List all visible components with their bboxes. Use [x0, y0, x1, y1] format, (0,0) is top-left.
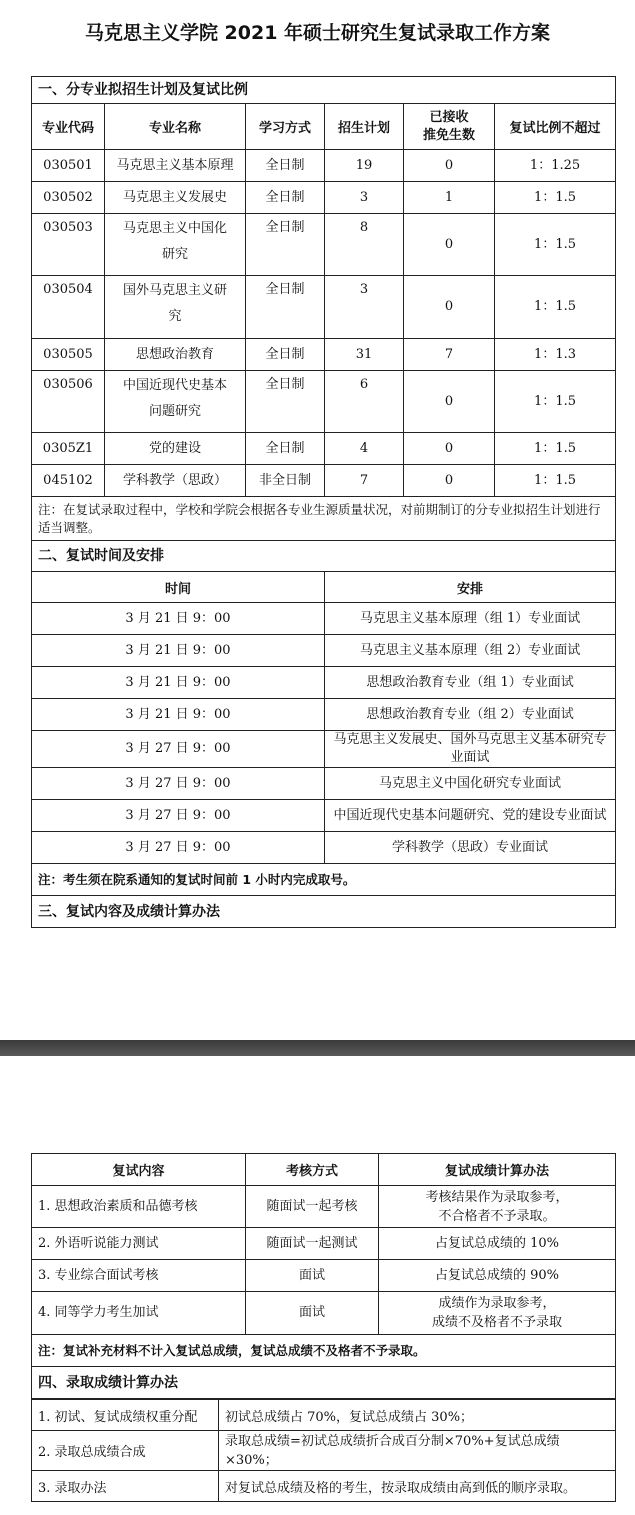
study-mode: 全日制 — [246, 150, 325, 182]
page-divider — [0, 1040, 635, 1056]
table-row — [32, 433, 616, 465]
section-3-note: 注：复试补充材料不计入复试总成绩，复试总成绩不及格者不予录取。 — [32, 1335, 616, 1367]
exempt-count: 0 — [404, 371, 495, 433]
major-code: 030503 — [32, 214, 105, 276]
table-row — [32, 214, 616, 276]
section-2-heading: 二、复试时间及安排 — [32, 541, 616, 572]
schedule-row — [32, 731, 616, 768]
schedule-arrangement: 马克思主义中国化研究专业面试 — [325, 768, 616, 800]
exempt-count: 7 — [404, 339, 495, 371]
major-code: 045102 — [32, 465, 105, 497]
score-method: 占复试总成绩的 90% — [379, 1260, 616, 1292]
section-1-note: 注：在复试录取过程中，学校和学院会根据各专业生源质量状况，对前期制订的分专业拟招生计划进行适当调整。 — [32, 497, 616, 541]
major-name: 马克思主义中国化 研究 — [105, 214, 246, 276]
header-method: 考核方式 — [246, 1154, 379, 1186]
section-4-heading: 四、录取成绩计算办法 — [32, 1367, 616, 1399]
enrollment-plan: 7 — [325, 465, 404, 497]
score-item: 3. 录取办法 — [32, 1471, 219, 1502]
enrollment-plan: 8 — [325, 214, 404, 276]
table-header-row — [32, 572, 616, 603]
ratio: 1：1.5 — [495, 465, 616, 497]
table-row — [32, 465, 616, 497]
assessment-method: 随面试一起测试 — [246, 1228, 379, 1260]
header-time: 时间 — [32, 572, 325, 603]
exempt-count: 0 — [404, 465, 495, 497]
enrollment-plan: 6 — [325, 371, 404, 433]
schedule-arrangement: 思想政治教育专业（组 2）专业面试 — [325, 699, 616, 731]
table-row — [32, 1292, 616, 1335]
major-name: 马克思主义基本原理 — [105, 150, 246, 182]
table-row — [32, 371, 616, 433]
schedule-time: 3 月 21 日 9：00 — [32, 699, 325, 731]
section-2-note: 注：考生须在院系通知的复试时间前 1 小时内完成取号。 — [32, 864, 616, 896]
assessment-content: 3. 专业综合面试考核 — [32, 1260, 246, 1292]
exempt-count: 0 — [404, 214, 495, 276]
enrollment-plan: 4 — [325, 433, 404, 465]
schedule-row — [32, 832, 616, 864]
assessment-content: 1. 思想政治素质和品德考核 — [32, 1186, 246, 1228]
study-mode: 全日制 — [246, 339, 325, 371]
score-method: 占复试总成绩的 10% — [379, 1228, 616, 1260]
header-major-name: 专业名称 — [105, 104, 246, 150]
major-code: 030501 — [32, 150, 105, 182]
exempt-count: 0 — [404, 433, 495, 465]
ratio: 1：1.5 — [495, 182, 616, 214]
score-rule: 对复试总成绩及格的考生，按录取成绩由高到低的顺序录取。 — [219, 1471, 616, 1502]
study-mode: 全日制 — [246, 371, 325, 433]
major-name: 中国近现代史基本 问题研究 — [105, 371, 246, 433]
assessment-table — [31, 1153, 616, 1399]
exempt-count: 0 — [404, 276, 495, 339]
schedule-arrangement: 中国近现代史基本问题研究、党的建设专业面试 — [325, 800, 616, 832]
enrollment-plan: 31 — [325, 339, 404, 371]
schedule-row — [32, 768, 616, 800]
header-exempt-count: 已接收 推免生数 — [404, 104, 495, 150]
page-title: 马克思主义学院 2021 年硕士研究生复试录取工作方案 — [84, 22, 551, 44]
section-1-heading: 一、分专业拟招生计划及复试比例 — [32, 77, 616, 104]
table-row — [32, 1228, 616, 1260]
major-code: 030504 — [32, 276, 105, 339]
major-code: 030502 — [32, 182, 105, 214]
assessment-content: 4. 同等学力考生加试 — [32, 1292, 246, 1335]
header-ratio: 复试比例不超过 — [495, 104, 616, 150]
table-header-row — [32, 104, 616, 150]
schedule-row — [32, 603, 616, 635]
assessment-method: 面试 — [246, 1260, 379, 1292]
assessment-content: 2. 外语听说能力测试 — [32, 1228, 246, 1260]
schedule-arrangement: 思想政治教育专业（组 1）专业面试 — [325, 667, 616, 699]
ratio: 1：1.5 — [495, 371, 616, 433]
schedule-time: 3 月 21 日 9：00 — [32, 667, 325, 699]
schedule-time: 3 月 27 日 9：00 — [32, 800, 325, 832]
section-3-heading: 三、复试内容及成绩计算办法 — [32, 896, 616, 928]
ratio: 1：1.25 — [495, 150, 616, 182]
schedule-time: 3 月 27 日 9：00 — [32, 731, 325, 768]
schedule-arrangement: 马克思主义基本原理（组 2）专业面试 — [325, 635, 616, 667]
ratio: 1：1.3 — [495, 339, 616, 371]
schedule-row — [32, 800, 616, 832]
schedule-row — [32, 699, 616, 731]
ratio: 1：1.5 — [495, 276, 616, 339]
schedule-arrangement: 马克思主义基本原理（组 1）专业面试 — [325, 603, 616, 635]
enrollment-plan: 3 — [325, 182, 404, 214]
schedule-row — [32, 667, 616, 699]
admission-plan-table — [31, 76, 616, 928]
study-mode: 全日制 — [246, 276, 325, 339]
header-content: 复试内容 — [32, 1154, 246, 1186]
major-code: 0305Z1 — [32, 433, 105, 465]
score-rule: 初试总成绩占 70%，复试总成绩占 30%； — [219, 1400, 616, 1431]
header-score-method: 复试成绩计算办法 — [379, 1154, 616, 1186]
header-major-code: 专业代码 — [32, 104, 105, 150]
table-row — [32, 1400, 616, 1431]
assessment-method: 随面试一起考核 — [246, 1186, 379, 1228]
table-row — [32, 1186, 616, 1228]
schedule-time: 3 月 21 日 9：00 — [32, 603, 325, 635]
table-row — [32, 1431, 616, 1471]
study-mode: 非全日制 — [246, 465, 325, 497]
table-row — [32, 1260, 616, 1292]
major-name: 国外马克思主义研 究 — [105, 276, 246, 339]
score-method: 考核结果作为录取参考， 不合格者不予录取。 — [379, 1186, 616, 1228]
header-enrollment-plan: 招生计划 — [325, 104, 404, 150]
exempt-count: 0 — [404, 150, 495, 182]
table-row — [32, 1471, 616, 1502]
header-arrangement: 安排 — [325, 572, 616, 603]
schedule-arrangement: 马克思主义发展史、国外马克思主义基本研究专业面试 — [325, 731, 616, 768]
score-item: 2. 录取总成绩合成 — [32, 1431, 219, 1471]
table-row — [32, 276, 616, 339]
major-name: 党的建设 — [105, 433, 246, 465]
enrollment-plan: 19 — [325, 150, 404, 182]
schedule-arrangement: 学科教学（思政）专业面试 — [325, 832, 616, 864]
major-name: 马克思主义发展史 — [105, 182, 246, 214]
major-name: 思想政治教育 — [105, 339, 246, 371]
exempt-count: 1 — [404, 182, 495, 214]
schedule-time: 3 月 27 日 9：00 — [32, 768, 325, 800]
score-method: 成绩作为录取参考， 成绩不及格者不予录取 — [379, 1292, 616, 1335]
ratio: 1：1.5 — [495, 433, 616, 465]
major-name: 学科教学（思政） — [105, 465, 246, 497]
table-row — [32, 182, 616, 214]
table-row — [32, 339, 616, 371]
major-code: 030506 — [32, 371, 105, 433]
schedule-time: 3 月 21 日 9：00 — [32, 635, 325, 667]
table-header-row — [32, 1154, 616, 1186]
enrollment-plan: 3 — [325, 276, 404, 339]
assessment-method: 面试 — [246, 1292, 379, 1335]
study-mode: 全日制 — [246, 182, 325, 214]
score-rule: 录取总成绩=初试总成绩折合成百分制×70%+复试总成绩×30%； — [219, 1431, 616, 1471]
study-mode: 全日制 — [246, 214, 325, 276]
schedule-row — [32, 635, 616, 667]
score-item: 1. 初试、复试成绩权重分配 — [32, 1400, 219, 1431]
header-study-mode: 学习方式 — [246, 104, 325, 150]
ratio: 1：1.5 — [495, 214, 616, 276]
table-row — [32, 150, 616, 182]
study-mode: 全日制 — [246, 433, 325, 465]
admission-score-table — [31, 1399, 616, 1502]
major-code: 030505 — [32, 339, 105, 371]
schedule-time: 3 月 27 日 9：00 — [32, 832, 325, 864]
